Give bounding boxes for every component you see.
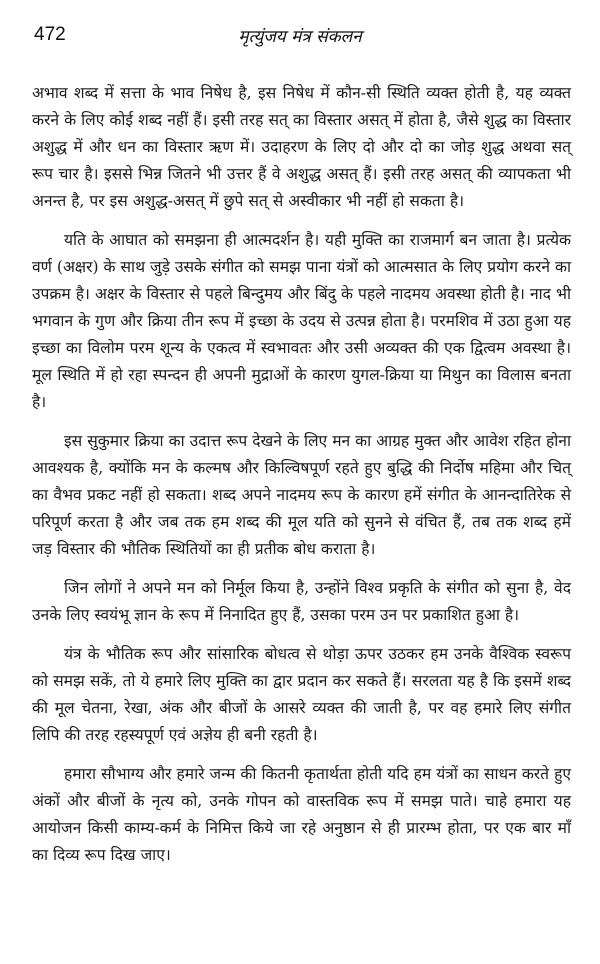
page-header [0, 22, 600, 56]
paragraph-2: यति के आघात को समझना ही आत्मदर्शन है। यही मुक्ति का राजमार्ग बन जाता है। प्रत्येक वर्ण (अक्षर) के साथ जुड़े उसके संगीत को समझ पाना यंत्रों को आत्मसात के लिए प्रयोग करने का उपक्रम है। अक्षर के विस्तार से पहले बिन्दुमय और बिंदु के पहले नादमय अवस्था होती है। नाद भी भगवान के गुण और क्रिया तीन रूप में इच्छा के उदय से उत्पन्न होता है। परमशिव में उठा हुआ यह इच्छा का विलोम परम शून्य के एकत्व में स्वभावतः और उसी अव्यक्त की एक द्वित्वम अवस्था है। मूल स्थिति में हो रहा स्पन्दन ही अपनी मुद्राओं के कारण युगल-क्रिया या मिथुन का विलास बनता है। [32, 231, 571, 411]
paragraph-1: अभाव शब्द में सत्ता के भाव निषेध है, इस निषेध में कौन-सी स्थिति व्यक्त होती है, यह व्यक्त करने के लिए कोई शब्द नहीं हैं। इसी तरह सत् का विस्तार असत् में होता है, जैसे शुद्ध का विस्तार अशुद्ध में और धन का विस्तार ऋण में। उदाहरण के लिए दो और दो का जोड़ शुद्ध अथवा सत् रूप चार है। इससे भिन्न जितने भी उत्तर हैं वे अशुद्ध असत् हैं। इसी तरह असत् की व्यापकता भी अनन्त है, पर इस अशुद्ध-असत् में छुपे सत् से अस्वीकार भी नहीं हो सकता है। [32, 84, 571, 210]
paragraph-5: यंत्र के भौतिक रूप और सांसारिक बोधत्व से थोड़ा ऊपर उठकर हम उनके वैश्विक स्वरूप को समझ सकें, तो ये हमारे लिए मुक्ति का द्वार प्रदान कर सकते हैं। सरलता यह है कि इसमें शब्द की मूल चेतना, रेखा, अंक और बीजों के आसरे व्यक्त की जाती है, पर वह हमारे लिए संगीत लिपि की तरह रहस्यपूर्ण एवं अज्ञेय ही बनी रहती है। [32, 645, 571, 744]
paragraph-6: हमारा सौभाग्य और हमारे जन्म की कितनी कृतार्थता होती यदि हम यंत्रों का साधन करते हुए अंकों और बीजों के नृत्य को, उनके गोपन को वास्तविक रूप में समझ पाते। चाहे हमारा यह आयोजन किसी काम्य-कर्म के निमित्त किये जा रहे अनुष्ठान से ही प्रारम्भ होता, पर एक बार माँ का दिव्य रूप दिख जाए। [32, 765, 571, 864]
paragraph-4: जिन लोगों ने अपने मन को निर्मूल किया है, उन्होंने विश्व प्रकृति के संगीत को सुना है, वेद उनके लिए स्वयंभू ज्ञान के रूप में निनादित हुए हैं, उसका परम उन पर प्रकाशित हुआ है। [32, 579, 571, 624]
paragraph-3: इस सुकुमार क्रिया का उदात्त रूप देखने के लिए मन का आग्रह मुक्त और आवेश रहित होना आवश्यक है, क्योंकि मन के कल्मष और किल्विषपूर्ण रहते हुए बुद्धि की निर्दोष महिमा और चित् का वैभव प्रकट नहीं हो सकता। शब्द अपने नादमय रूप के कारण हमें संगीत के आनन्दातिरेक से परिपूर्ण करता है और जब तक हम शब्द की मूल यति को सुनने से वंचित हैं, तब तक शब्द हमें जड़ विस्तार की भौतिक स्थितियों का ही प्रतीक बोध कराता है। [32, 432, 571, 558]
page-number: 472 [34, 24, 66, 45]
body-text [32, 80, 571, 881]
running-head: मृत्युंजय मंत्र संकलन [238, 27, 362, 47]
